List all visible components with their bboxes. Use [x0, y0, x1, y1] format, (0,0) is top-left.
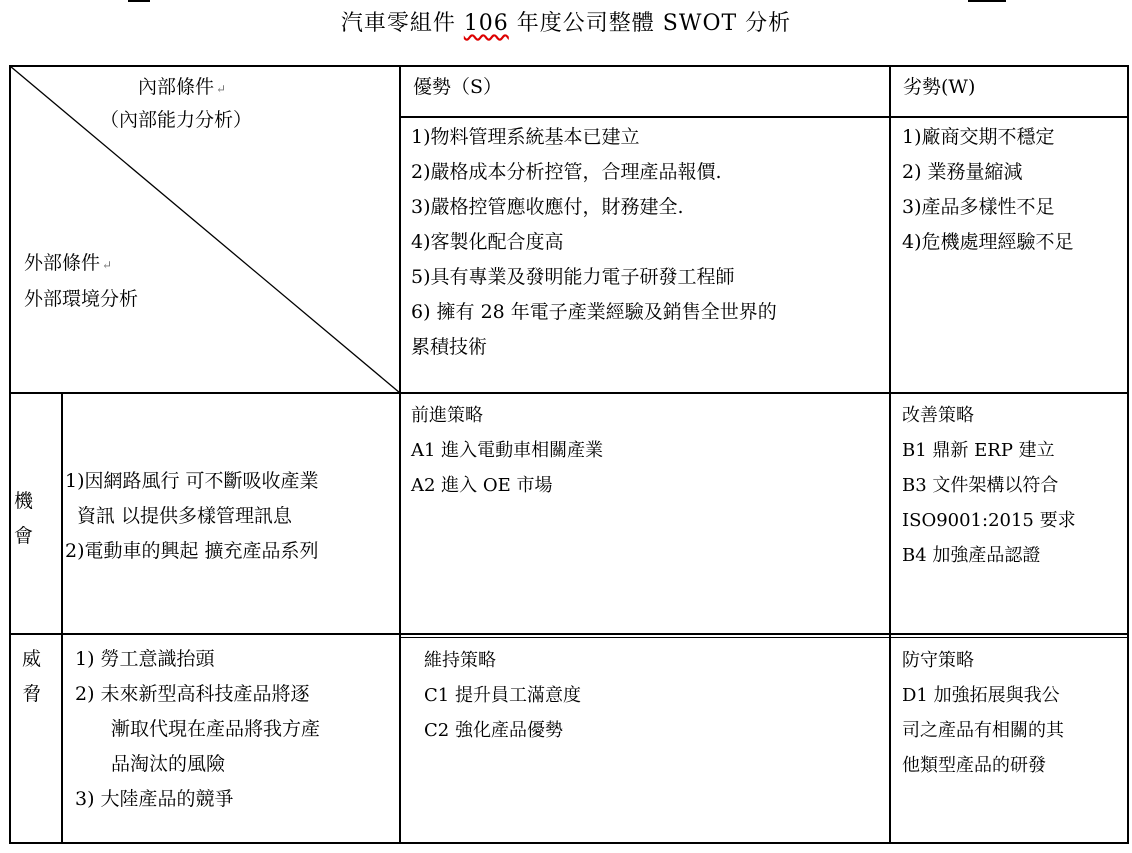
list-item: B3 文件架構以符合 — [902, 475, 1059, 496]
so-strategy — [411, 398, 603, 503]
list-item: A1 進入電動車相關產業 — [411, 440, 604, 461]
list-item: 3)嚴格控管應收應付，財務建全. — [411, 196, 684, 218]
list-item: 司之產品有相關的其 — [902, 720, 1064, 741]
st-title: 維持策略 — [424, 650, 496, 671]
list-item: 他類型產品的研發 — [902, 755, 1046, 776]
threat-list — [75, 642, 320, 817]
title-prefix: 汽車零組件 — [340, 11, 464, 36]
st-strategy — [424, 643, 581, 748]
wo-title: 改善策略 — [902, 405, 974, 426]
threat-label: 威 脅 — [22, 648, 42, 705]
list-item: 2)電動車的興起 擴充產品系列 — [65, 540, 319, 562]
list-item: 漸取代現在產品將我方產 — [111, 718, 321, 740]
wo-strategy — [902, 398, 1076, 573]
list-item: 3)產品多樣性不足 — [902, 196, 1055, 218]
title-year: 106 — [463, 11, 509, 36]
list-item: 4)危機處理經驗不足 — [902, 231, 1074, 253]
row-line-2 — [9, 633, 1129, 635]
strengths-list — [411, 120, 777, 365]
list-item: 1)廠商交期不穩定 — [902, 126, 1055, 148]
list-item: 1) 勞工意識抬頭 — [75, 648, 215, 670]
opportunity-list — [65, 464, 319, 569]
opportunity-label: 機 會 — [14, 490, 34, 547]
list-item: 6) 擁有 28 年電子產業經驗及銷售全世界的 — [411, 301, 777, 323]
list-item: 2) 未來新型高科技產品將逐 — [75, 683, 310, 705]
col-line-2 — [889, 65, 891, 844]
list-item: C2 強化產品優勢 — [424, 720, 563, 741]
so-title: 前進策略 — [411, 405, 483, 426]
external-label: 外部條件 ↵ — [24, 252, 113, 274]
list-item: 1)物料管理系統基本已建立 — [411, 126, 640, 148]
title-suffix: 年度公司整體 SWOT 分析 — [508, 11, 792, 36]
label-col-line — [61, 393, 63, 844]
list-item: C1 提升員工滿意度 — [424, 685, 581, 706]
list-item: B4 加強產品認證 — [902, 545, 1041, 566]
row-line-2b — [399, 637, 1129, 638]
internal-sub: （內部能力分析） — [100, 109, 253, 131]
wt-title: 防守策略 — [902, 650, 974, 671]
list-item: 2)嚴格成本分析控管，合理產品報價. — [411, 161, 722, 183]
list-item: 3) 大陸產品的競爭 — [75, 788, 234, 810]
list-item: A2 進入 OE 市場 — [411, 475, 553, 496]
list-item: 2) 業務量縮減 — [902, 161, 1023, 183]
list-item: D1 加強拓展與我公 — [902, 685, 1060, 706]
list-item: 品淘汰的風險 — [111, 753, 226, 775]
weaknesses-title: 劣勢(W) — [903, 76, 976, 98]
list-item: 4)客製化配合度高 — [411, 231, 564, 253]
top-right-rule — [968, 0, 1006, 2]
list-item: ISO9001:2015 要求 — [902, 510, 1076, 531]
internal-label: 內部條件 ↵ — [138, 76, 227, 98]
page-title — [0, 6, 1132, 37]
list-item: 累積技術 — [411, 336, 488, 358]
list-item: B1 鼎新 ERP 建立 — [902, 440, 1055, 461]
top-left-rule — [128, 0, 150, 2]
list-item: 資訊 以提供多樣管理訊息 — [77, 505, 293, 527]
border-bottom — [9, 842, 1129, 844]
weaknesses-list — [902, 120, 1074, 260]
list-item: 1)因網路風行 可不斷吸收產業 — [65, 470, 319, 492]
border-right — [1127, 65, 1129, 844]
wt-strategy — [902, 643, 1064, 783]
strengths-title: 優勢（S） — [413, 76, 503, 98]
list-item: 5)具有專業及發明能力電子研發工程師 — [411, 266, 735, 288]
external-sub: 外部環境分析 — [24, 288, 139, 310]
row-line-header — [399, 116, 1129, 118]
